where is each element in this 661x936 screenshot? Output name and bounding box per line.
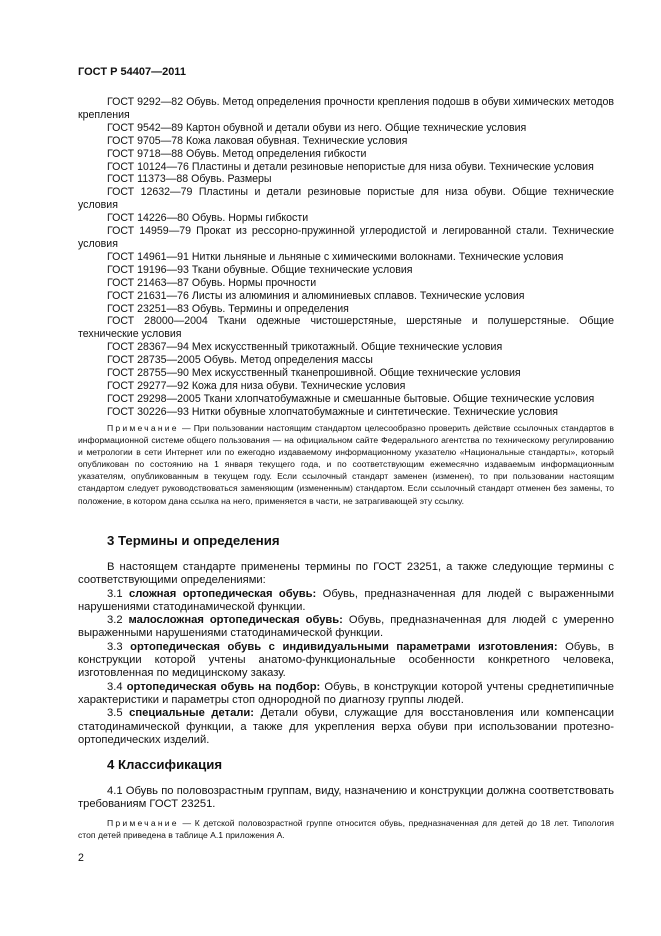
reference-item: ГОСТ 28735—2005 Обувь. Метод определения массы xyxy=(107,354,373,367)
term-name: сложная ортопедическая обувь: xyxy=(128,587,317,600)
reference-item: ГОСТ 28755—90 Мех искусственный тканепрошивной. Общие технические условия xyxy=(107,367,521,380)
term-name: ортопедическая обувь с индивидуальными параметрами изготовления: xyxy=(130,640,558,653)
reference-item: ГОСТ 9705—78 Кожа лаковая обувная. Технические условия xyxy=(107,134,408,147)
reference-item: ГОСТ 14226—80 Обувь. Нормы гибкости xyxy=(107,212,309,225)
term-name: специальные детали: xyxy=(129,707,254,720)
reference-item: ГОСТ 10124—76 Пластины и детали резиновые непористые для низа обуви. Технические условия xyxy=(107,160,594,173)
note-label: Примечание xyxy=(107,423,179,433)
term-definition: 3.4 ортопедическая обувь на подбор: Обувь, в конструкции которой учтены среднетипичные характеристики и параметры стоп однородной по диагнозу группы людей. xyxy=(78,680,614,706)
references-note xyxy=(78,422,614,507)
reference-item: ГОСТ 23251—83 Обувь. Термины и определения xyxy=(107,302,349,315)
term-name: ортопедическая обувь на подбор: xyxy=(126,680,321,693)
reference-item: ГОСТ 14961—91 Нитки льняные и льняные с химическими волокнами. Технические условия xyxy=(107,250,564,263)
section-3-intro: В настоящем стандарте применены термины по ГОСТ 23251, а также следующие термины с соответствующими определениями: xyxy=(78,561,614,587)
term-text: Детали обуви, служащие для восстановления или компенсации статодинамической функции, а также для укрепления верха обуви при использовании протезно-ортопедических изделий. xyxy=(78,707,614,746)
term-name: малосложная ортопедическая обувь: xyxy=(128,614,343,627)
term-text: Обувь, в конструкции которой учтены анатомо-функциональные особенности конкретного человека, изготовленная по медицинскому заказу. xyxy=(78,640,614,680)
normative-references-list xyxy=(78,96,614,419)
term-text: Обувь, в конструкции которой учтены среднетипичные характеристики и параметры стоп однородной по диагнозу группы людей. xyxy=(78,680,614,706)
reference-item: ГОСТ 28367—94 Мех искусственный трикотажный. Общие технические условия xyxy=(107,341,503,354)
section-4-body xyxy=(78,785,614,812)
note-label: Примечание xyxy=(107,818,179,828)
reference-item: ГОСТ 12632—79 Пластины и детали резиновые пористые для низа обуви. Общие технические условия xyxy=(78,186,614,212)
clause-4-1: 4.1 Обувь по половозрастным группам, виду, назначению и конструкции должна соответствовать требованиям ГОСТ 23251. xyxy=(78,785,614,811)
reference-item: ГОСТ 30226—93 Нитки обувные хлопчатобумажные и синтетические. Технические условия xyxy=(107,405,558,418)
reference-item: ГОСТ 14959—79 Прокат из рессорно-пружинной углеродистой и легированной стали. Технические условия xyxy=(78,225,614,250)
reference-item: ГОСТ 9542—89 Картон обувной и детали обуви из него. Общие технические условия xyxy=(107,121,527,134)
term-definition: 3.3 ортопедическая обувь с индивидуальными параметрами изготовления: Обувь, в конструкции которой учтены анатомо-функциональные особенности конкретного человека, изготовленная по медицинскому заказу. xyxy=(78,640,614,680)
section-3-body xyxy=(78,561,614,747)
note-text: — К детской половозрастной группе относится обувь, предназначенная для детей до 18 лет. Типология стоп детей приведена в таблице А.1 приложения А. xyxy=(78,818,614,841)
term-definition: 3.5 специальные детали: Детали обуви, служащие для восстановления или компенсации статодинамической функции, а также для укрепления верха обуви при использовании протезно-ортопедических изделий. xyxy=(78,707,614,746)
reference-item: ГОСТ 11373—88 Обувь. Размеры xyxy=(107,173,272,186)
reference-item: ГОСТ 28000—2004 Ткани одежные чистошерстяные, шерстяные и полушерстяные. Общие технические условия xyxy=(78,315,614,341)
term-definition: 3.1 сложная ортопедическая обувь: Обувь, предназначенная для людей с выраженными нарушениями статодинамической функции. xyxy=(78,587,614,613)
document-header: ГОСТ Р 54407—2011 xyxy=(78,66,186,78)
term-text: Обувь, предназначенная для людей с выраженными нарушениями статодинамической функции. xyxy=(78,587,614,613)
reference-item: ГОСТ 21631—76 Листы из алюминия и алюминиевых сплавов. Технические условия xyxy=(107,289,525,302)
section-4-title: 4 Классификация xyxy=(107,757,223,772)
page-number: 2 xyxy=(78,852,84,864)
reference-item: ГОСТ 19196—93 Ткани обувные. Общие технические условия xyxy=(107,263,413,276)
reference-item: ГОСТ 21463—87 Обувь. Нормы прочности xyxy=(107,276,317,289)
note-text: — При пользовании настоящим стандартом целесообразно проверить действие ссылочных стандартов в информационной системе общего пользования — на официальном сайте Федерального агентства по техническому регулированию и метрологии в сети Интернет или по ежегодно издаваемому информационному указателю «Национальные стандарты», который опубликован по состоянию на 1 января текущего года, и по соответствующим ежемесячно издаваемым информационным указателям, опубликованным в текущем году. Если ссылочный стандарт заменен (изменен), то при пользовании настоящим стандартом следует руководствоваться заменяющим (измененным) стандартом. Если ссылочный стандарт отменен без замены, то положение, в котором дана ссылка на него, применяется в части, не затрагивающей эту ссылку. xyxy=(78,423,614,506)
reference-item: ГОСТ 29298—2005 Ткани хлопчатобумажные и смешанные бытовые. Общие технические условия xyxy=(107,392,595,405)
reference-item: ГОСТ 9292—82 Обувь. Метод определения прочности крепления подошв в обуви химических методов крепления xyxy=(78,96,614,121)
reference-item: ГОСТ 9718—88 Обувь. Метод определения гибкости xyxy=(107,147,367,160)
term-text: Обувь, предназначенная для людей с умеренно выраженными нарушениями статодинамической функции. xyxy=(78,614,614,640)
classification-note xyxy=(78,817,614,841)
reference-item: ГОСТ 29277—92 Кожа для низа обуви. Технические условия xyxy=(107,379,406,392)
term-definition: 3.2 малосложная ортопедическая обувь: Обувь, предназначенная для людей с умеренно выраженными нарушениями статодинамической функции. xyxy=(78,614,614,640)
section-3-title: 3 Термины и определения xyxy=(107,533,280,548)
